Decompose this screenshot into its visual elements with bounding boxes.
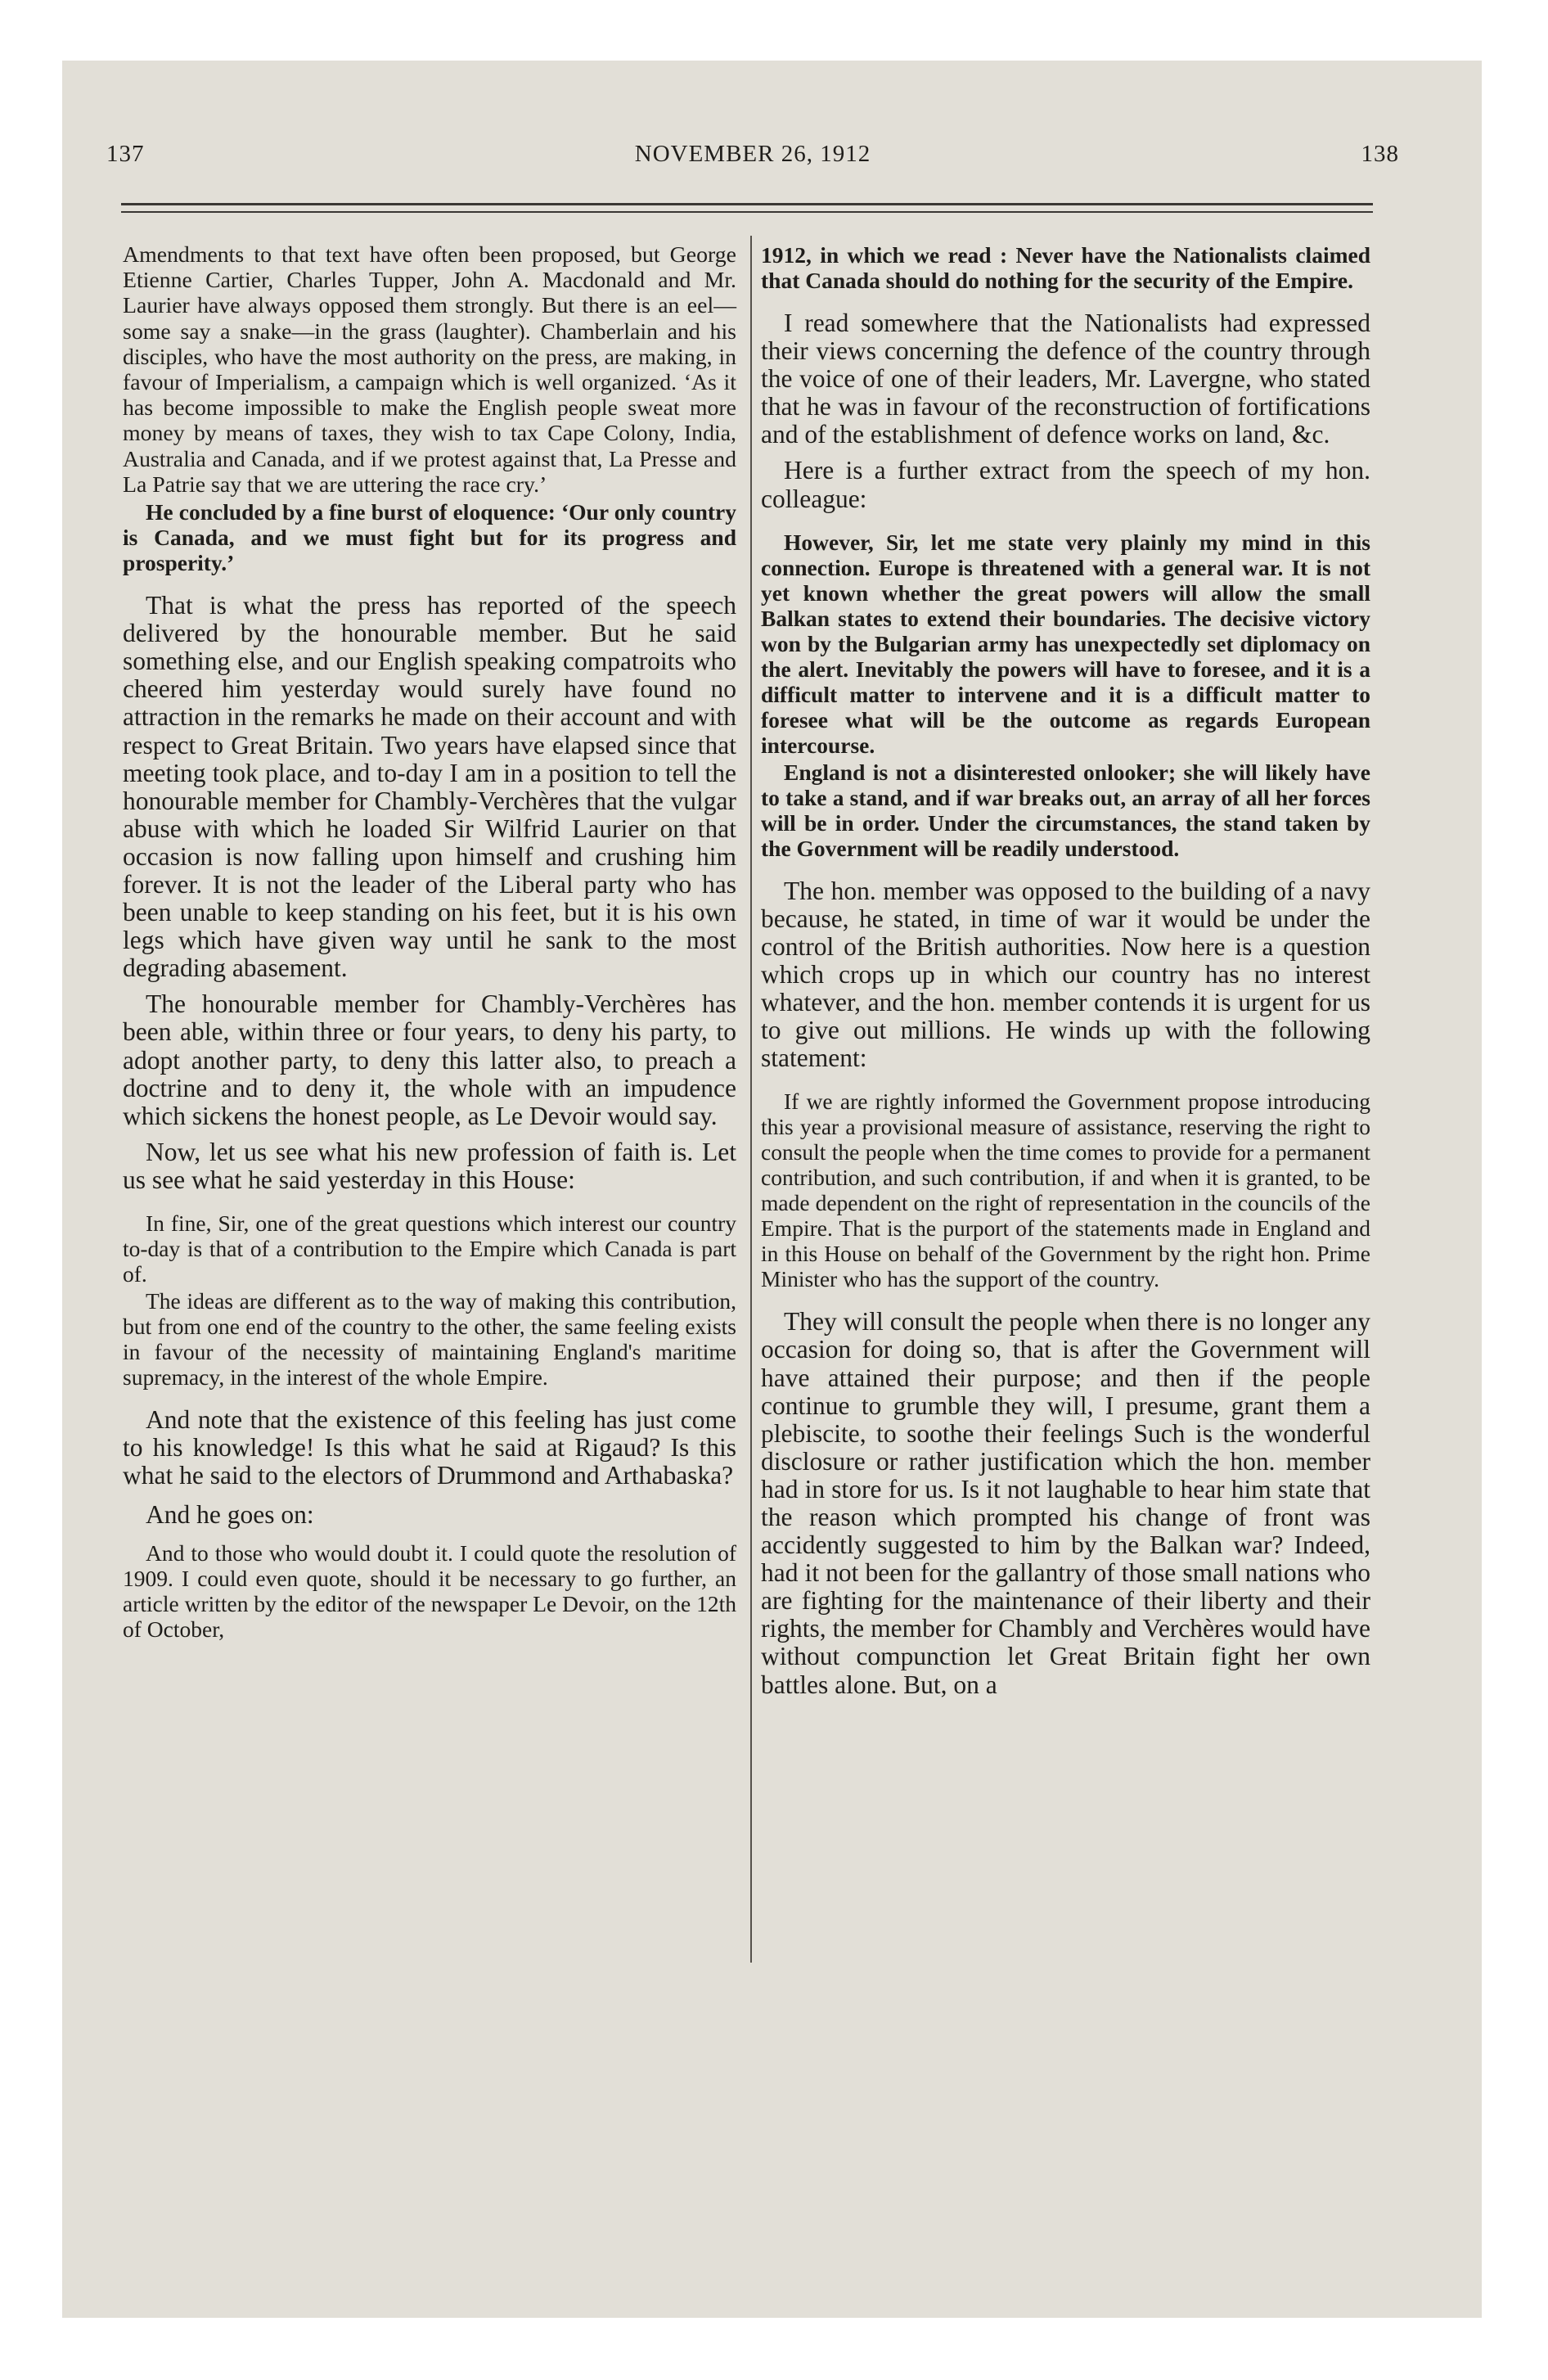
right-page-number: 138 — [1361, 141, 1399, 167]
quote-paragraph: England is not a disinterested onlooker; she will likely have to take a stand, and if war breaks out, an array of all her forces will be in order. Under the circumstances, the stand taken by the Government will be readily understood. — [761, 759, 1370, 861]
paragraph: And he goes on: — [146, 1500, 314, 1530]
right-column — [761, 242, 1370, 1707]
quote-paragraph: If we are rightly informed the Government propose introducing this year a provisional measure of assistance, reserving the right to consult the people when the time comes to provide for a permanent contribution, and such contribution, if and when it is granted, to be made dependent on the right of representation in the councils of the Empire. That is the purport of the statements made in England and in this House on behalf of the Government by the right hon. Prime Minister who has the support of the country. — [761, 1089, 1370, 1292]
quote-paragraph: 1912, in which we read : Never have the Nationalists claimed that Canada should do nothing for the security of the Empire. — [761, 242, 1370, 293]
quote-paragraph: However, Sir, let me state very plainly my mind in this connection. Europe is threatened with a general war. It is not yet known whether the great powers will allow the small Balkan states to extend their boundaries. The decisive victory won by the Bulgarian army has unexpectedly set diplomacy on the alert. Inevitably the powers will have to foresee, and it is a difficult matter to intervene and it is a difficult matter to foresee what will be the outcome as regards European intercourse. — [761, 529, 1370, 758]
left-page-number: 137 — [106, 141, 145, 167]
quote-paragraph: The ideas are different as to the way of making this contribution, but from one end of the country to the other, the same feeling exists in favour of the necessity of maintaining England's maritime supremacy, in the interest of the whole Empire. — [123, 1288, 736, 1390]
header-rule — [121, 203, 1373, 205]
paragraph: That is what the press has reported of the speech delivered by the honourable member. But he said something else, and our English speaking compatroits who cheered him yesterday would surely have found no attraction in the remarks he made on their account and with respect to Great Britain. Two years have elapsed since that meeting took place, and to-day I am in a position to tell the honourable member for Chambly-Verchères that the vulgar abuse with which he loaded Sir Wilfrid Laurier on that occasion is now falling upon himself and crushing him forever. It is not the leader of the Liberal party who has been unable to keep standing on his feet, but it is his own legs which have given way until he sank to the most degrading abasement. — [123, 591, 736, 983]
quote-paragraph: And to those who would doubt it. I could quote the resolution of 1909. I could even quote, should it be necessary to go further, an article written by the editor of the newspaper Le Devoir, on the 12th of October, — [123, 1540, 736, 1643]
paragraph: Now, let us see what his new profession of faith is. Let us see what he said yesterday in this House: — [123, 1137, 736, 1194]
paragraph: They will consult the people when there is no longer any occasion for doing so, that is after the Government will have attained their purpose; and then if the people continue to grumble they will, I presume, grant them a plebiscite, to soothe their feelings Such is the wonderful disclosure or rather justification which the hon. member had in store for us. Is it not laughable to hear him state that the reason which prompted his change of front was accidently suggested to him by the Balkan war? Indeed, had it not been for the gallantry of those small nations who are fighting for the maintenance of their liberty and their rights, the member for Chambly and Verchères would have without compunction let Great Britain fight her own battles alone. But, on a — [761, 1307, 1370, 1699]
paragraph: The honourable member for Chambly-Verchères has been able, within three or four years, to deny his party, to adopt another party, to deny this latter also, to preach a doctrine and to deny it, the whole with an impudence which sickens the honest people, as Le Devoir would say. — [123, 989, 736, 1130]
quote-paragraph: In fine, Sir, one of the great questions which interest our country to-day is that of a contribution to the Empire which Canada is part of. — [123, 1210, 736, 1287]
page-header — [106, 141, 1399, 177]
paragraph: And note that the existence of this feeling has just come to his knowledge! Is this what he said at Rigaud? Is this what he said to the electors of Drummond and Arthabaska? — [123, 1405, 736, 1490]
paragraph: I read somewhere that the Nationalists had expressed their views concerning the defence of the country through the voice of one of their leaders, Mr. Lavergne, who stated that he was in favour of the reconstruction of fortifications and of the establishment of defence works on land, &c. — [761, 309, 1370, 449]
paragraph: Amendments to that text have often been proposed, but George Etienne Cartier, Charles Tupper, John A. Macdonald and Mr. Laurier have always opposed them strongly. But there is an eel—some say a snake—in the grass (laughter). Chamberlain and his disciples, who have the most authority on the press, are making, in favour of Imperialism, a campaign which is well organized. ‘As it has become impossible to make the English people sweat more money by means of taxes, they wish to tax Cape Colony, India, Australia and Canada, and if we protest against that, La Presse and La Patrie say that we are uttering the race cry.’ — [123, 242, 736, 498]
page-title: NOVEMBER 26, 1912 — [634, 141, 871, 167]
left-column — [123, 242, 736, 1643]
header-rule — [121, 211, 1373, 213]
paragraph: The hon. member was opposed to the building of a navy because, he stated, in time of war it would be under the control of the British authorities. Now here is a question which crops up in which our country has no interest whatever, and the hon. member contends it is urgent for us to give out millions. He winds up with the following statement: — [761, 876, 1370, 1073]
paragraph: He concluded by a fine burst of eloquence: ‘Our only country is Canada, and we must fight but for its progress and prosperity.’ — [123, 499, 736, 576]
column-divider — [750, 236, 752, 1963]
paragraph: Here is a further extract from the speech of my hon. colleague: — [761, 456, 1370, 513]
